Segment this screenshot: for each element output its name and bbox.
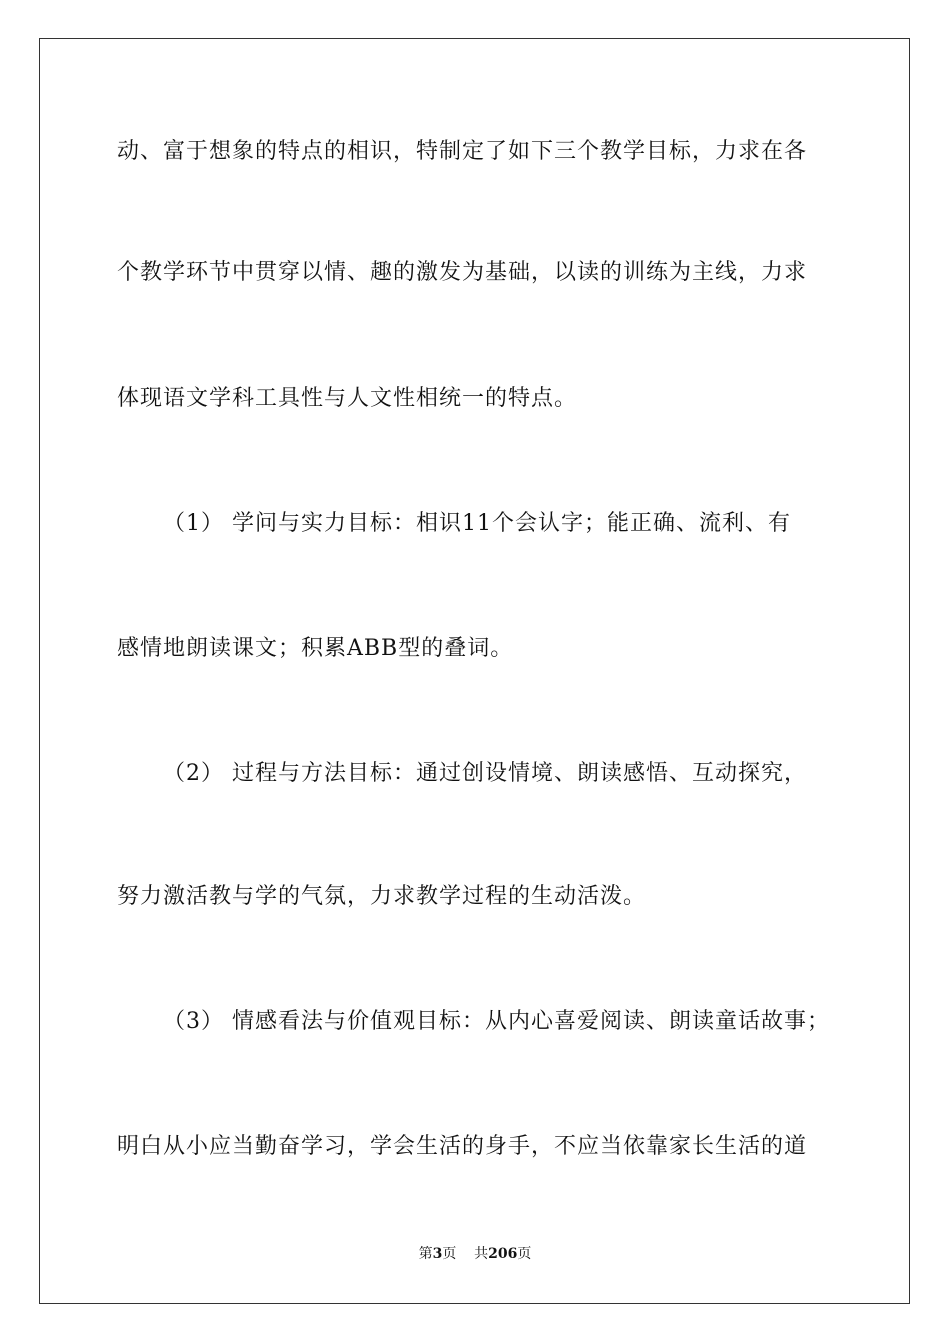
text-line-9: 明白从小应当勤奋学习，学会生活的身手，不应当依靠家长生活的道	[117, 1134, 808, 1159]
text-line-1: 动、富于想象的特点的相识，特制定了如下三个教学目标，力求在各	[117, 139, 808, 164]
page-frame	[39, 38, 910, 1304]
page-footer	[0, 1244, 950, 1264]
footer-total-prefix: 共	[474, 1246, 489, 1262]
text-line-6: （2） 过程与方法目标：通过创设情境、朗读感悟、互动探究，	[163, 761, 807, 786]
text-line-8: （3） 情感看法与价值观目标：从内心喜爱阅读、朗读童话故事；	[163, 1009, 830, 1034]
text-line-2: 个教学环节中贯穿以情、趣的激发为基础，以读的训练为主线，力求	[117, 260, 808, 285]
text-line-4: （1） 学问与实力目标：相识11个会认字；能正确、流利、有	[163, 511, 791, 536]
text-line-3: 体现语文学科工具性与人文性相统一的特点。	[117, 386, 578, 411]
text-line-5: 感情地朗读课文；积累ABB型的叠词。	[117, 636, 514, 661]
footer-total-suffix: 页	[517, 1246, 532, 1262]
footer-page-prefix: 第	[418, 1246, 433, 1262]
footer-page-number: 3	[432, 1246, 443, 1262]
text-line-7: 努力激活教与学的气氛，力求教学过程的生动活泼。	[117, 884, 647, 909]
footer-page-suffix: 页	[442, 1246, 457, 1262]
footer-total-number: 206	[488, 1246, 518, 1262]
